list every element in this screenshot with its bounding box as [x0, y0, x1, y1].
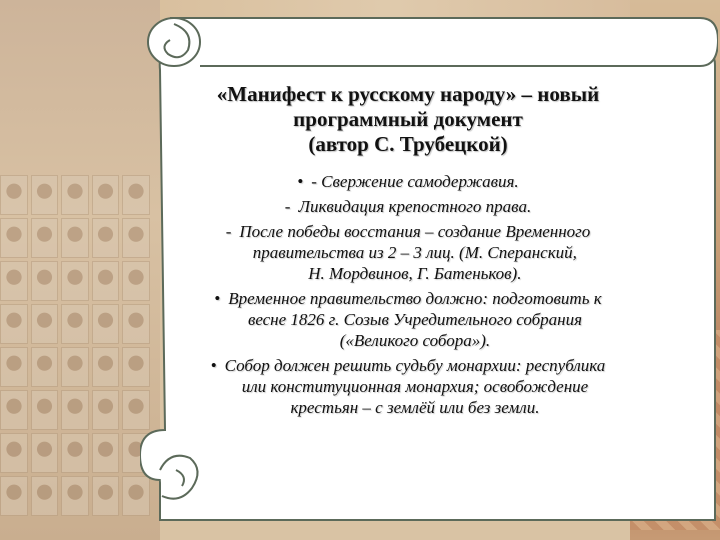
- title-line-3: (автор С. Трубецкой): [308, 132, 508, 156]
- title-line-1: «Манифест к русскому народу» – новый: [216, 82, 600, 106]
- list-item: [166, 288, 650, 351]
- slide-content: [166, 82, 650, 422]
- list-item-text: Временное правительство должно: подготовить к весне 1826 г. Созыв Учредительного собрания («Великого собора»).: [228, 289, 602, 350]
- list-item: [166, 171, 650, 192]
- list-item: [166, 355, 650, 418]
- list-item-text: После победы восстания – создание Временного правительства из 2 – 3 лиц. (М. Сперанский, Н. Мордвинов, Г. Батеньков).: [239, 222, 591, 283]
- bullet-marker: -: [225, 222, 232, 241]
- list-item-text: Собор должен решить судьбу монархии: республика или конституционная монархия; освобождение крестьян – с землёй или без земли.: [224, 356, 606, 417]
- list-item-text: - Свержение самодержавия.: [311, 172, 519, 191]
- bullet-marker: •: [210, 356, 217, 375]
- list-item: [166, 221, 650, 284]
- bullet-marker: -: [284, 197, 291, 216]
- list-item: [166, 196, 650, 217]
- title-line-2: программный документ: [293, 107, 523, 131]
- slide-title: [166, 82, 650, 157]
- bullet-list: [166, 171, 650, 418]
- bullet-marker: •: [297, 172, 304, 191]
- portrait-grid: [0, 175, 150, 535]
- list-item-text: Ликвидация крепостного права.: [298, 197, 532, 216]
- background-left-panel: [0, 0, 160, 540]
- bullet-marker: •: [214, 289, 221, 308]
